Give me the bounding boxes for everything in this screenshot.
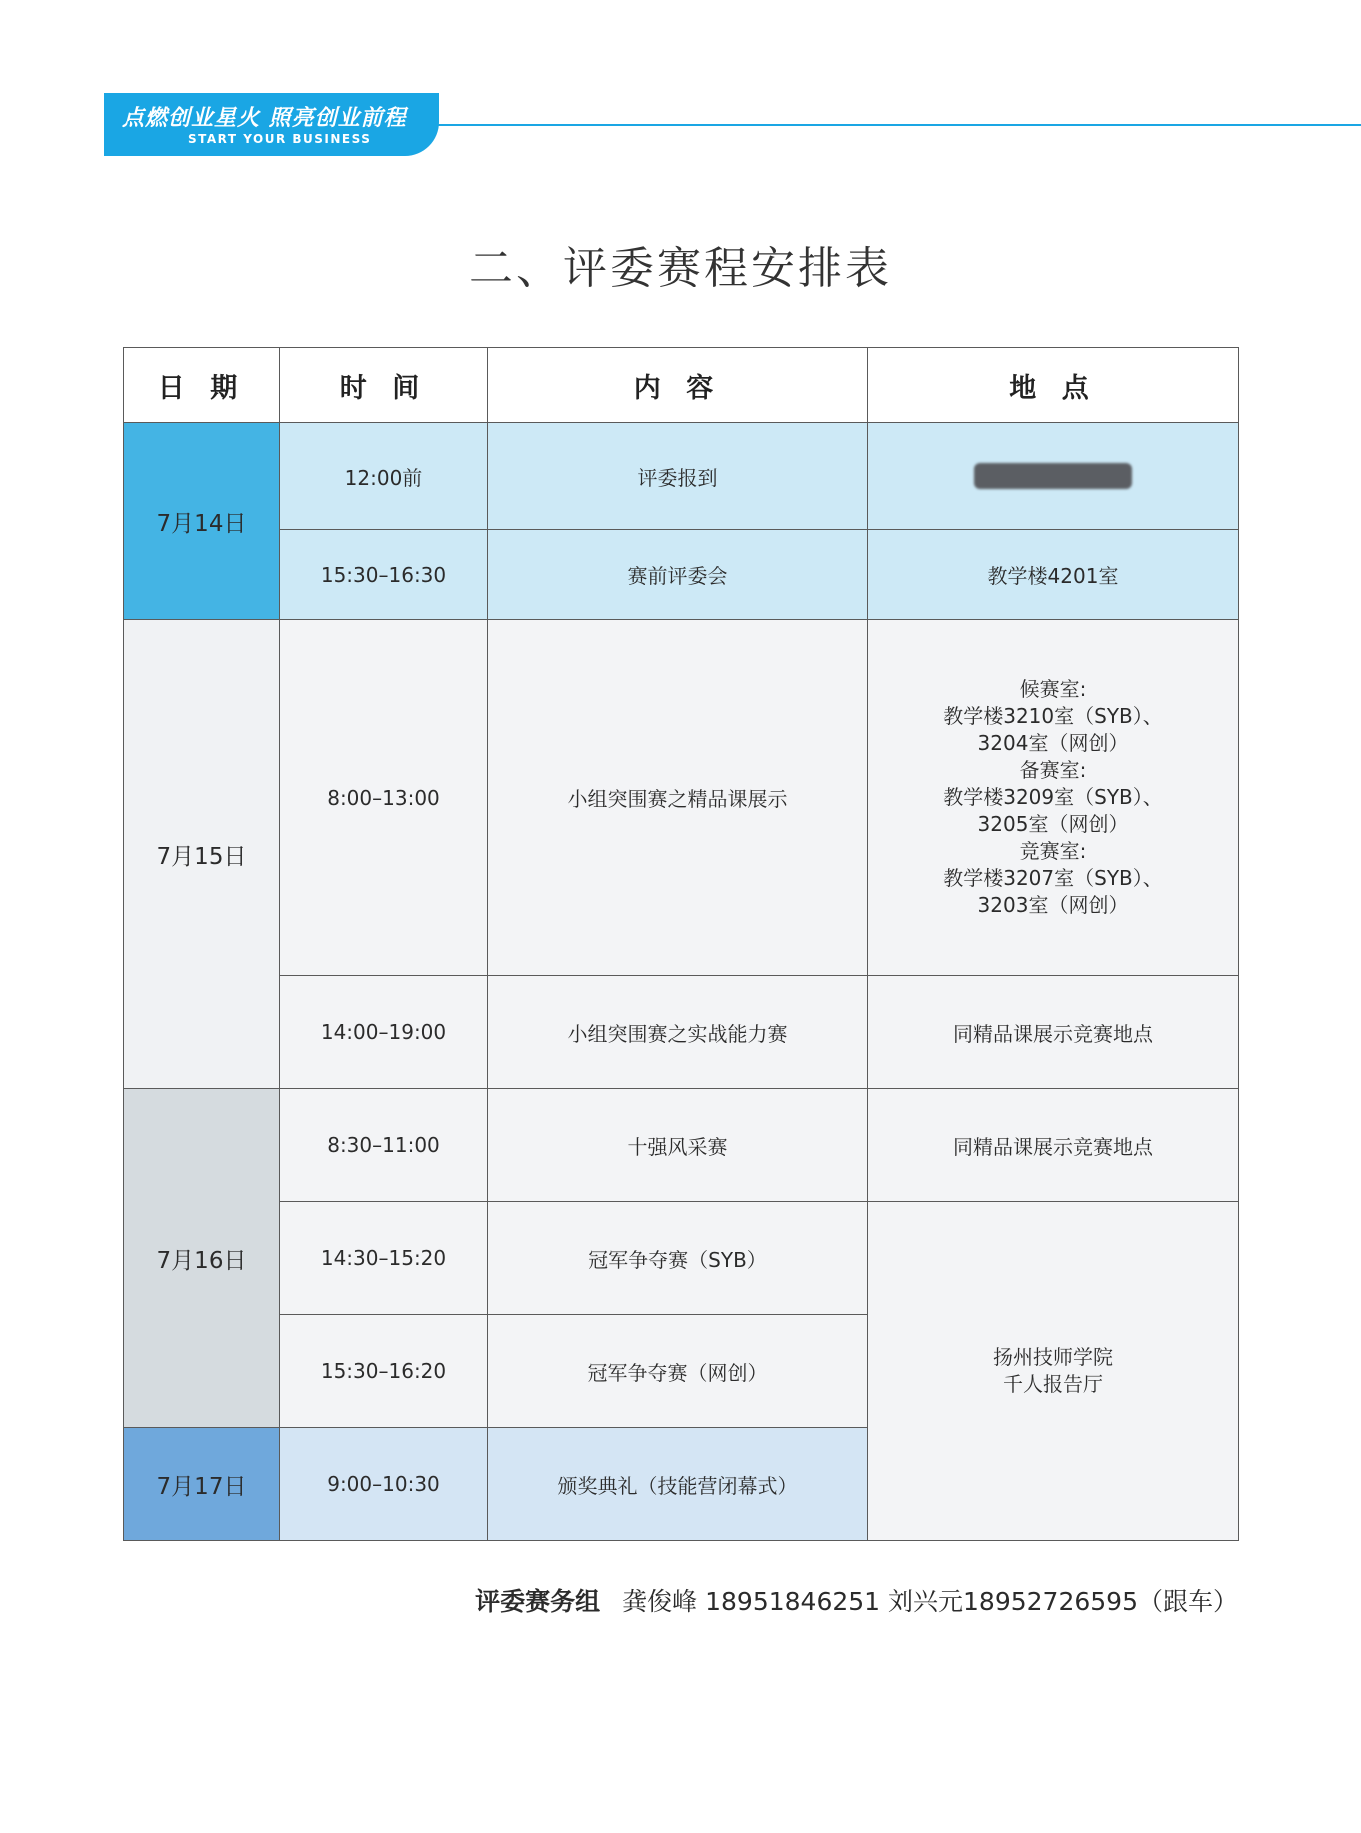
location-cell bbox=[868, 423, 1239, 530]
time-cell: 12:00前 bbox=[280, 423, 488, 530]
date-cell: 7月16日 bbox=[124, 1089, 280, 1428]
table-row bbox=[124, 1202, 1239, 1315]
header-date: 日 期 bbox=[124, 348, 280, 423]
time-cell: 14:00–19:00 bbox=[280, 976, 488, 1089]
header-time: 时 间 bbox=[280, 348, 488, 423]
contact-group: 评委赛务组 bbox=[475, 1587, 601, 1616]
time-cell: 15:30–16:20 bbox=[280, 1315, 488, 1428]
banner-subtitle: START YOUR BUSINESS bbox=[188, 132, 372, 146]
location-line: 竞赛室: bbox=[1019, 839, 1087, 863]
header-content: 内 容 bbox=[488, 348, 868, 423]
content-cell: 冠军争夺赛（网创） bbox=[488, 1315, 868, 1428]
redacted-location bbox=[974, 463, 1132, 489]
page-title: 二、评委赛程安排表 bbox=[469, 243, 892, 294]
header-divider bbox=[438, 124, 1361, 126]
table-row bbox=[124, 1089, 1239, 1202]
location-line: 扬州技师学院 bbox=[993, 1345, 1113, 1369]
location-line: 3203室（网创） bbox=[977, 893, 1129, 917]
time-cell: 8:30–11:00 bbox=[280, 1089, 488, 1202]
location-cell bbox=[868, 620, 1239, 976]
schedule-table bbox=[123, 347, 1239, 1541]
table-row bbox=[124, 530, 1239, 620]
banner-slogan: 点燃创业星火 照亮创业前程 bbox=[122, 106, 407, 131]
location-line: 3204室（网创） bbox=[977, 731, 1129, 755]
header-location: 地 点 bbox=[868, 348, 1239, 423]
location-line: 备赛室: bbox=[1019, 758, 1087, 782]
content-cell: 赛前评委会 bbox=[488, 530, 868, 620]
time-cell: 15:30–16:30 bbox=[280, 530, 488, 620]
contact-line bbox=[475, 1582, 1238, 1618]
table-header-row bbox=[124, 348, 1239, 423]
date-cell: 7月15日 bbox=[124, 620, 280, 1089]
location-line: 候赛室: bbox=[1019, 677, 1087, 701]
content-cell: 小组突围赛之实战能力赛 bbox=[488, 976, 868, 1089]
contact-details: 龚俊峰 18951846251 刘兴元18952726595（跟车） bbox=[622, 1587, 1238, 1616]
location-line: 教学楼3207室（SYB）、 bbox=[943, 866, 1163, 890]
table-row bbox=[124, 976, 1239, 1089]
time-cell: 9:00–10:30 bbox=[280, 1428, 488, 1541]
date-cell: 7月17日 bbox=[124, 1428, 280, 1541]
date-cell: 7月14日 bbox=[124, 423, 280, 620]
content-cell: 冠军争夺赛（SYB） bbox=[488, 1202, 868, 1315]
header-banner bbox=[104, 93, 439, 156]
table-row bbox=[124, 620, 1239, 976]
content-cell: 颁奖典礼（技能营闭幕式） bbox=[488, 1428, 868, 1541]
location-cell bbox=[868, 1202, 1239, 1541]
location-line: 3205室（网创） bbox=[977, 812, 1129, 836]
table-row bbox=[124, 423, 1239, 530]
location-cell: 同精品课展示竞赛地点 bbox=[868, 976, 1239, 1089]
content-cell: 评委报到 bbox=[488, 423, 868, 530]
location-cell: 同精品课展示竞赛地点 bbox=[868, 1089, 1239, 1202]
time-cell: 8:00–13:00 bbox=[280, 620, 488, 976]
time-cell: 14:30–15:20 bbox=[280, 1202, 488, 1315]
location-line: 教学楼3210室（SYB）、 bbox=[943, 704, 1163, 728]
content-cell: 小组突围赛之精品课展示 bbox=[488, 620, 868, 976]
location-line: 教学楼3209室（SYB）、 bbox=[943, 785, 1163, 809]
content-cell: 十强风采赛 bbox=[488, 1089, 868, 1202]
location-line: 千人报告厅 bbox=[1003, 1372, 1103, 1396]
location-cell: 教学楼4201室 bbox=[868, 530, 1239, 620]
